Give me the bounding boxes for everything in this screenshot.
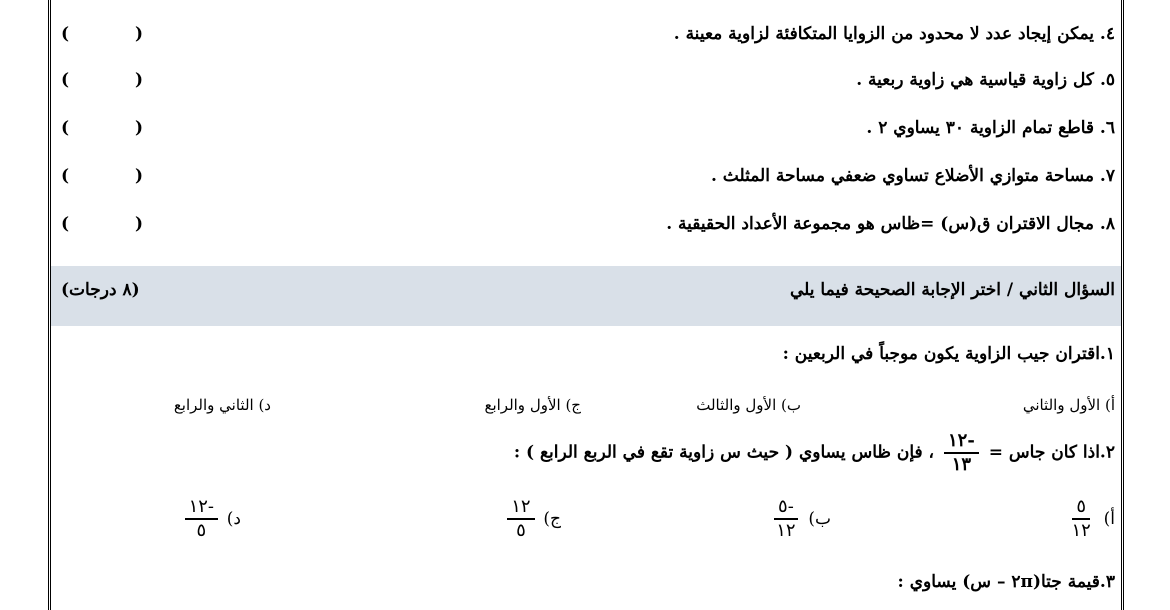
fraction-denominator: ٥ [516, 520, 526, 541]
section-header [51, 266, 1121, 326]
fraction-denominator: ١٣ [951, 454, 972, 475]
q2-option-d [181, 496, 241, 542]
fraction-numerator: ١٢ [507, 496, 534, 520]
answer-paren: ( ) [61, 166, 174, 186]
fraction-numerator: -١٢ [944, 430, 979, 454]
q2-option-b [768, 496, 831, 542]
q1-option-d: د) الثاني والرابع [173, 396, 271, 414]
q2-given-fraction [944, 430, 979, 476]
option-label: ج) [543, 509, 561, 529]
fraction-denominator: ٥ [196, 520, 207, 541]
q1-option-b: ب) الأول والثالث [696, 396, 801, 414]
tf-statement: ٤. يمكن إيجاد عدد لا محدود من الزوايا المتكافئة لزاوية معينة . [673, 24, 1115, 44]
question-3: ٣.قيمة جتا(٢π – س) يساوي : [897, 572, 1115, 592]
tf-row-4 [51, 18, 1121, 52]
option-fraction [507, 496, 534, 542]
question-2 [514, 430, 1115, 476]
q2-option-c [503, 496, 561, 542]
option-fraction [1068, 496, 1095, 542]
tf-statement: ٥. كل زاوية قياسية هي زاوية ربعية . [856, 70, 1115, 90]
fraction-numerator: -٥ [774, 496, 798, 520]
tf-row-5 [51, 64, 1121, 98]
q2-option-a [1064, 496, 1115, 542]
fraction-numerator: -١٢ [185, 496, 218, 520]
tf-statement: ٧. مساحة متوازي الأضلاع تساوي ضعفي مساحة المثلث . [710, 166, 1115, 186]
q1-option-a: أ) الأول والثاني [1022, 396, 1115, 414]
answer-paren: ( ) [61, 70, 174, 90]
section-title: السؤال الثاني / اختر الإجابة الصحيحة فيما يلي [789, 280, 1115, 300]
option-fraction [185, 496, 218, 542]
option-fraction [772, 496, 799, 542]
question-1: ١.اقتران جيب الزاوية يكون موجباً في الربعين : [782, 344, 1115, 364]
tf-statement: ٨. مجال الاقتران ق(س) =ظاس هو مجموعة الأعداد الحقيقية . [666, 214, 1115, 234]
q2-suffix: ، فإن ظاس يساوي ( حيث س زاوية تقع في الربع الرابع ) : [513, 442, 935, 463]
answer-paren: ( ) [61, 24, 174, 44]
q1-option-c: ج) الأول والرابع [484, 396, 581, 414]
answer-paren: ( ) [61, 214, 174, 234]
tf-row-7 [51, 160, 1121, 194]
tf-row-8 [51, 208, 1121, 242]
fraction-numerator: ٥ [1072, 496, 1090, 520]
answer-paren: ( ) [61, 118, 174, 138]
fraction-denominator: ١٢ [1071, 520, 1091, 541]
section-marks: (٨ درجات) [61, 280, 140, 300]
tf-statement: ٦. قاطع تمام الزاوية ٣٠ يساوي ٢ . [866, 118, 1115, 138]
tf-row-6 [51, 112, 1121, 146]
q2-prefix: ٢.اذا كان جاس = [988, 442, 1115, 463]
option-label: د) [226, 509, 241, 529]
fraction-denominator: ١٢ [776, 520, 796, 541]
exam-frame [48, 0, 1124, 610]
option-label: أ) [1103, 509, 1115, 529]
option-label: ب) [808, 509, 831, 529]
